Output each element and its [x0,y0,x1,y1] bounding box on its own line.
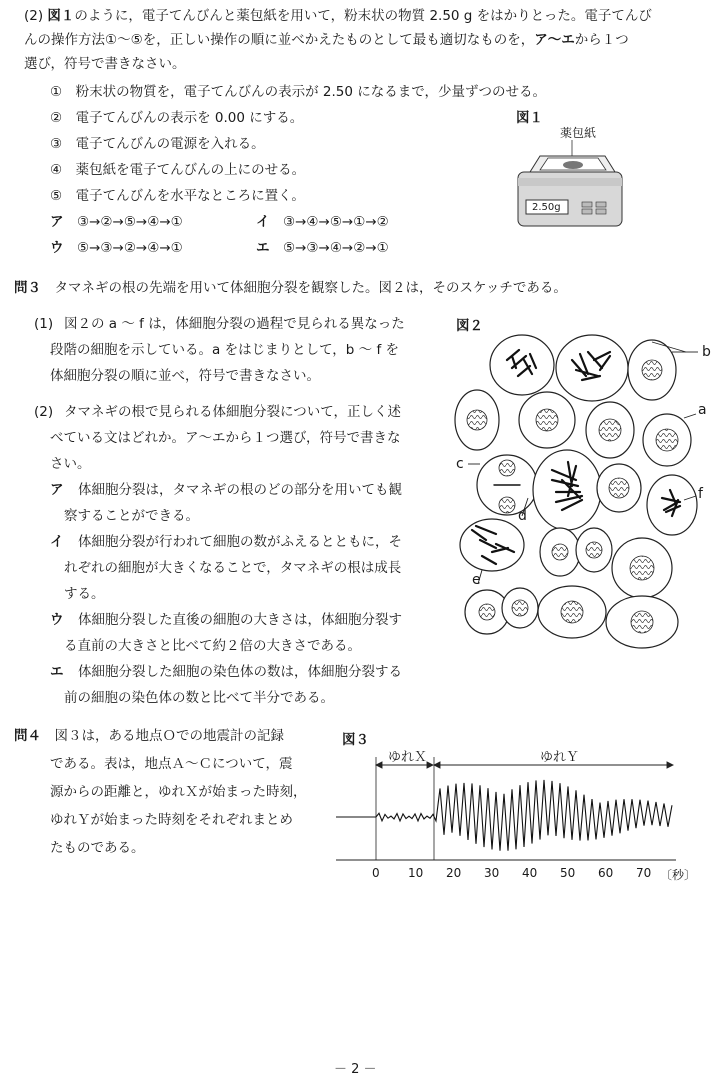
choice-label: エ [256,240,270,256]
fig3-seismogram [336,755,686,875]
page-number: － 2 － [334,1062,377,1077]
q4-line4: ゆれＹが始まった時刻をそれぞれまとめ [50,812,293,828]
q2-choice-u [50,236,183,260]
step-text: 薬包紙を電子てんびんの上にのせる。 [75,162,306,178]
q3-2-line1: タマネギの根で見られる体細胞分裂について，正しく述 [64,404,401,420]
q3-option-i-line1: 体細胞分裂が行われて細胞の数がふえるとともに，そ [78,534,402,550]
step-text: 電子てんびんの表示を 0.00 にする。 [75,110,304,126]
q3-option-e-line2: 前の細胞の染色体の数と比べて半分である。 [64,690,334,706]
fig3-tick-0: 0 [372,866,380,880]
choice-label: ア [50,214,64,230]
step-text: 電子てんびんの電源を入れる。 [75,136,265,152]
fig3-tick-70: 70 [636,866,652,880]
fig2-label-c: c [456,456,464,472]
step-text: 粉末状の物質を，電子てんびんの表示が 2.50 になるまで，少量ずつのせる。 [75,84,546,100]
q4-heading [14,724,284,748]
q3-option-i-label: イ [50,534,64,550]
step-text: 電子てんびんを水平なところに置く。 [75,188,305,204]
q3-option-u-label: ウ [50,612,64,628]
q2-step-1 [50,80,546,104]
q3-1-line1: 図２の a 〜 f は，体細胞分裂の過程で見られる異なった [64,316,405,332]
step-mark: ⑤ [50,188,63,204]
fig2-label-f: f [698,486,703,502]
fig2-cell-sketch [452,330,702,650]
q3-heading [14,276,567,300]
q3-text: タマネギの根の先端を用いて体細胞分裂を観察した。図２は，そのスケッチである。 [54,280,567,296]
fig3-tick-50: 50 [560,866,576,880]
q4-line5: たものである。 [50,840,145,856]
q4-line1: 図３は，ある地点Ｏでの地震計の記録 [54,728,284,744]
q2-choice-i [256,210,389,234]
q3-1-line3: 体細胞分裂の順に並べ，符号で書きなさい。 [50,368,320,384]
step-mark: ④ [50,162,63,178]
fig2-label-a: a [698,402,707,418]
choice-sequence: ③→④→⑤→①→② [283,214,389,230]
q2-2-line1-text: のように，電子てんびんと薬包紙を用いて，粉末状の物質 2.50 g をはかりとった。電子てんび [74,8,652,24]
q2-2-line2-text: んの操作方法①〜⑤を，正しい操作の順に並べかえたものとして最も適切なものを， [24,32,535,48]
q3-option-a-line1: 体細胞分裂は，タマネギの根のどの部分を用いても観 [78,482,402,498]
q3-option-i-line2: れぞれの細胞が大きくなることで，タマネギの根は成長 [64,560,402,576]
q2-2-line1 [24,4,652,28]
seismogram-trace [336,780,672,851]
fig3-label-y: ゆれＹ [540,750,580,765]
q2-step-2 [50,106,303,130]
q4-number: 問４ [14,728,41,744]
q2-choice-a [50,210,183,234]
q3-2-number: (2) [34,404,54,420]
step-mark: ① [50,84,63,100]
q4-line3: 源からの距離と，ゆれＸが始まった時刻， [50,784,307,800]
q2-2-line2-end: から１つ [574,32,629,48]
fig3-tick-60: 60 [598,866,614,880]
q2-step-4 [50,158,305,182]
step-mark: ② [50,110,63,126]
choice-label: ウ [50,240,64,256]
q2-2-fig-ref: 図１ [47,8,75,24]
fig3-tick-40: 40 [522,866,538,880]
fig2-label-d: d [518,508,527,524]
fig3-time-unit: 〔秒〕 [660,868,697,882]
q2-2-line3: 選び，符号で書きなさい。 [24,56,186,72]
fig3-title: 図３ [342,732,369,748]
q2-2-line2 [24,28,629,52]
choice-sequence: ⑤→③→④→②→① [283,240,389,256]
fig1-display-value: 2.50g [532,202,561,213]
q2-step-5 [50,184,305,208]
fig3-tick-10: 10 [408,866,424,880]
fig1-paper-label: 薬包紙 [560,126,597,140]
q3-1-number: (1) [34,316,54,332]
q3-option-u-line1: 体細胞分裂した直後の細胞の大きさは，体細胞分裂す [78,612,402,628]
q3-2-line3: さい。 [50,456,91,472]
q2-2-line2-bold: ア〜エ [534,32,575,48]
q2-2-number: (2) [24,8,44,24]
fig1-title: 図１ [516,110,543,126]
choice-sequence: ⑤→③→②→④→① [77,240,183,256]
q2-step-3 [50,132,265,156]
fig2-label-e: e [472,572,481,588]
q3-option-u-line2: る直前の大きさと比べて約２倍の大きさである。 [64,638,361,654]
q3-1-line2: 段階の細胞を示している。a をはじまりとして，b 〜 f を [50,342,399,358]
fig3-tick-30: 30 [484,866,500,880]
fig3-label-x: ゆれＸ [388,750,428,765]
q2-choice-e [256,236,389,260]
choice-sequence: ③→②→⑤→④→① [77,214,183,230]
q3-number: 問３ [14,280,41,296]
q3-option-i-line3: する。 [64,586,105,602]
q3-option-e-line1: 体細胞分裂した細胞の染色体の数は，体細胞分裂する [78,664,402,680]
fig2-title: 図２ [456,318,483,334]
q3-option-e-label: エ [50,664,64,680]
choice-label: イ [256,214,270,230]
q4-line2: である。表は，地点Ａ〜Ｃについて，震 [50,756,293,772]
fig3-tick-20: 20 [446,866,462,880]
fig1-electronic-balance [510,138,630,238]
step-mark: ③ [50,136,63,152]
q3-option-a-label: ア [50,482,64,498]
q3-2-line2: べている文はどれか。ア〜エから１つ選び，符号で書きな [50,430,401,446]
q3-option-a-line2: 察することができる。 [64,508,199,524]
fig2-label-b: b [702,344,711,360]
